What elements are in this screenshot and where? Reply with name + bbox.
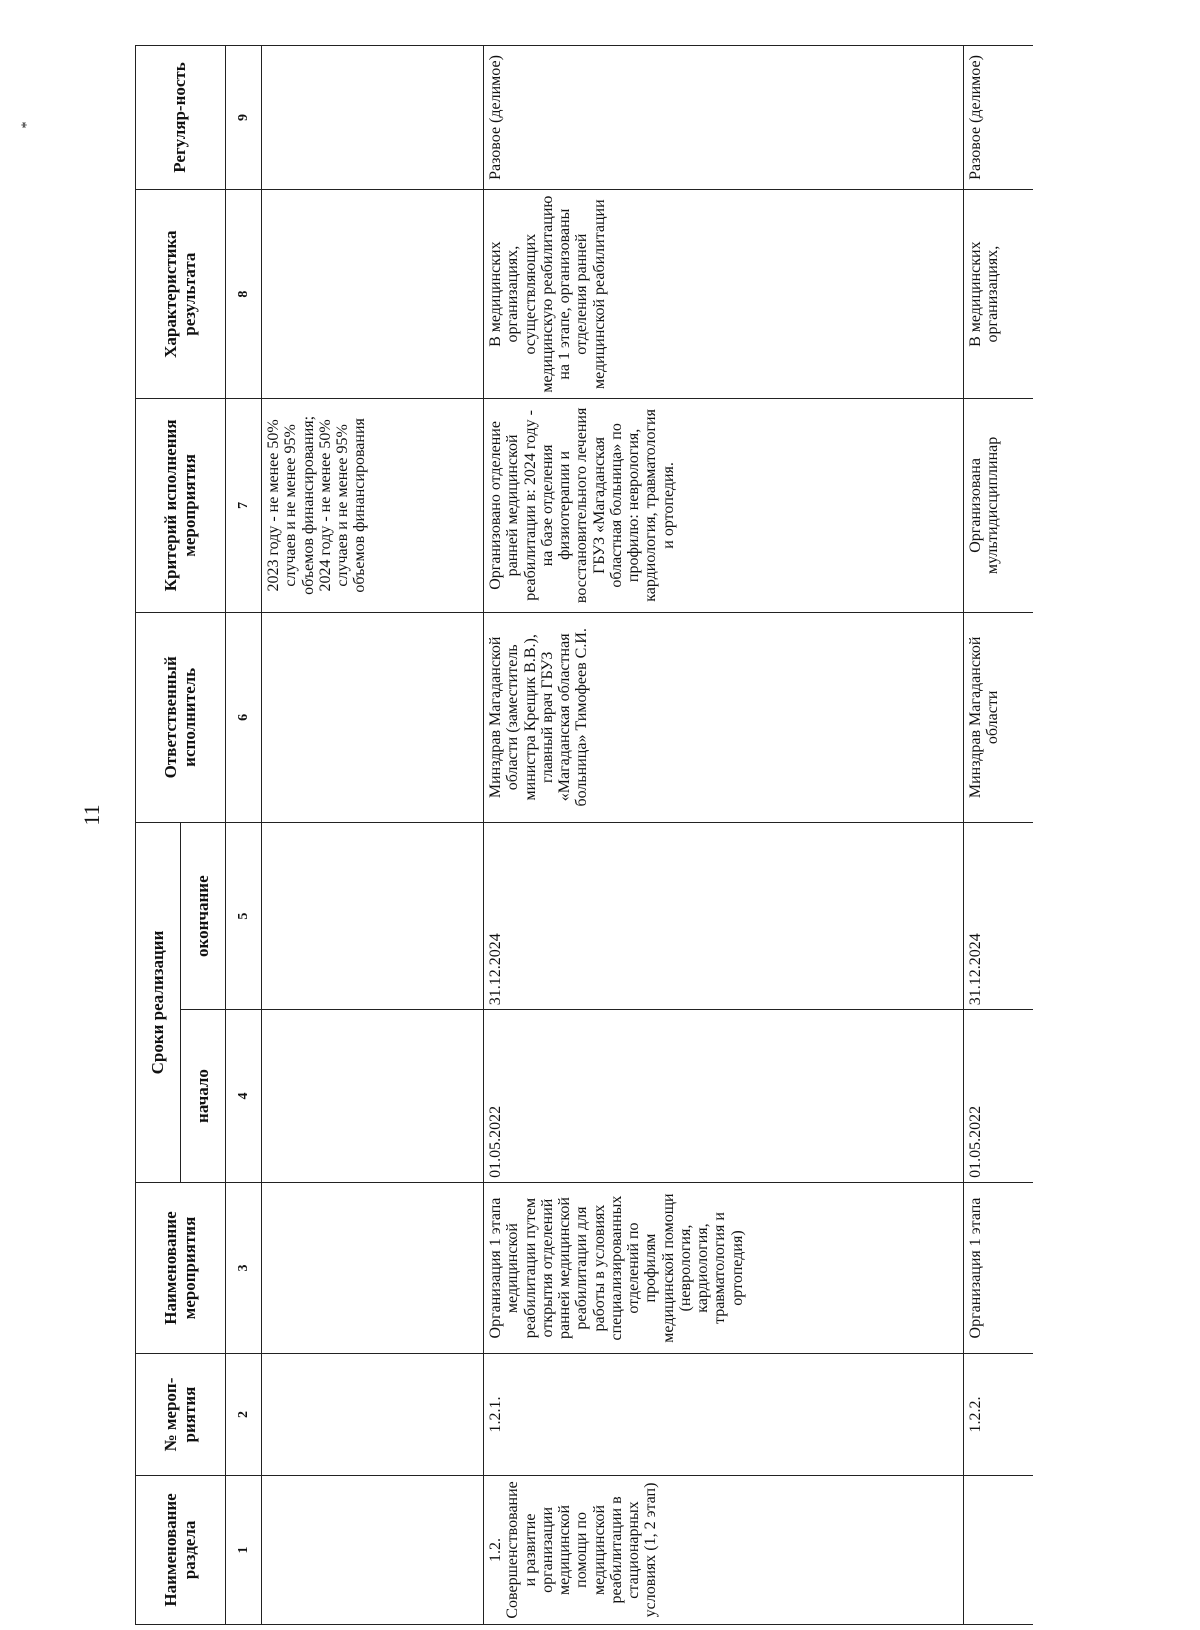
- cell-section: 1.2. Совершенствование и развитие организации медицинской помощи по медицинской реабилитации в стационарных условиях (1, 2 этап): [484, 1475, 964, 1624]
- cell-result: В медицинских организациях, осуществляющих медицинскую реабилитацию на 1 этапе, организованы отделения ранней медицинской реабилитации: [484, 189, 964, 398]
- cell-section: [964, 1475, 1034, 1624]
- table-row: [484, 46, 964, 1625]
- column-number: 5: [226, 823, 262, 1010]
- header-row-1: [136, 46, 181, 1625]
- cell-criterion: Организовано отделение ранней медицинской реабилитации в: 2024 году - на базе отделения физиотерапии и восстановительного лечения ГБУЗ «Магаданская областная больница» по профилю: неврология, кардиология, травматология и ортопедия.: [484, 399, 964, 612]
- header-activity-number: № мероп-риятия: [136, 1354, 226, 1476]
- cell-activity-name: Организация 1 этапа: [964, 1182, 1034, 1353]
- rotated-content: [135, 45, 1033, 1625]
- cell-section: [262, 1475, 484, 1624]
- column-number: 6: [226, 612, 262, 823]
- activities-table: [135, 45, 1033, 1625]
- cell-start: 01.05.2022: [484, 1010, 964, 1183]
- column-number: 1: [226, 1475, 262, 1624]
- cell-activity-name: Организация 1 этапа медицинской реабилитации путем открытия отделений ранней медицинской реабилитации для работы в условиях специализированных отделений по профилям медицинской помощи (неврология, кардиология, травматология и ортопедия): [484, 1182, 964, 1353]
- cell-number: 1.2.2.: [964, 1354, 1034, 1476]
- cell-number: 1.2.1.: [484, 1354, 964, 1476]
- cell-start: 01.05.2022: [964, 1010, 1034, 1183]
- header-timeline: Сроки реализации: [136, 823, 181, 1183]
- column-number: 7: [226, 399, 262, 612]
- cell-regularity: Разовое (делимое): [484, 46, 964, 190]
- cell-criterion: 2023 году - не менее 50% случаев и не менее 95% объемов финансирования; 2024 году - не менее 50% случаев и не менее 95% объемов финансирования: [262, 399, 484, 612]
- table-row: [964, 46, 1034, 1625]
- rotated-table-area: [135, 45, 1033, 1625]
- cell-regularity: [262, 46, 484, 190]
- column-number: 3: [226, 1182, 262, 1353]
- header-regularity: Регуляр-ность: [136, 46, 226, 190]
- cell-activity-name: [262, 1182, 484, 1353]
- cell-end: 31.12.2024: [484, 823, 964, 1010]
- cell-end: 31.12.2024: [964, 823, 1034, 1010]
- cell-responsible: Минздрав Магаданской области: [964, 612, 1034, 823]
- table-row: [262, 46, 484, 1625]
- column-number: 4: [226, 1010, 262, 1183]
- cell-end: [262, 823, 484, 1010]
- cell-result: В медицинских организациях,: [964, 189, 1034, 398]
- header-responsible: Ответственный исполнитель: [136, 612, 226, 823]
- cell-start: [262, 1010, 484, 1183]
- cell-number: [262, 1354, 484, 1476]
- cell-responsible: Минздрав Магаданской области (заместитель министра Крещик В.В.), главный врач ГБУЗ «Магаданская областная больница» Тимофеев С.И.: [484, 612, 964, 823]
- header-result: Характеристика результата: [136, 189, 226, 398]
- header-section-name: Наименование раздела: [136, 1475, 226, 1624]
- cell-result: [262, 189, 484, 398]
- column-number: 2: [226, 1354, 262, 1476]
- column-number-row: [226, 46, 262, 1625]
- header-start: начало: [181, 1010, 226, 1183]
- header-activity-name: Наименование мероприятия: [136, 1182, 226, 1353]
- column-number: 8: [226, 189, 262, 398]
- column-number: 9: [226, 46, 262, 190]
- page-number: 11: [79, 804, 104, 826]
- header-criterion: Критерий исполнения мероприятия: [136, 399, 226, 612]
- cell-responsible: [262, 612, 484, 823]
- edge-mark: *: [19, 121, 35, 129]
- header-end: окончание: [181, 823, 226, 1010]
- cell-criterion: Организована мультидисциплинар: [964, 399, 1034, 612]
- cell-regularity: Разовое (делимое): [964, 46, 1034, 190]
